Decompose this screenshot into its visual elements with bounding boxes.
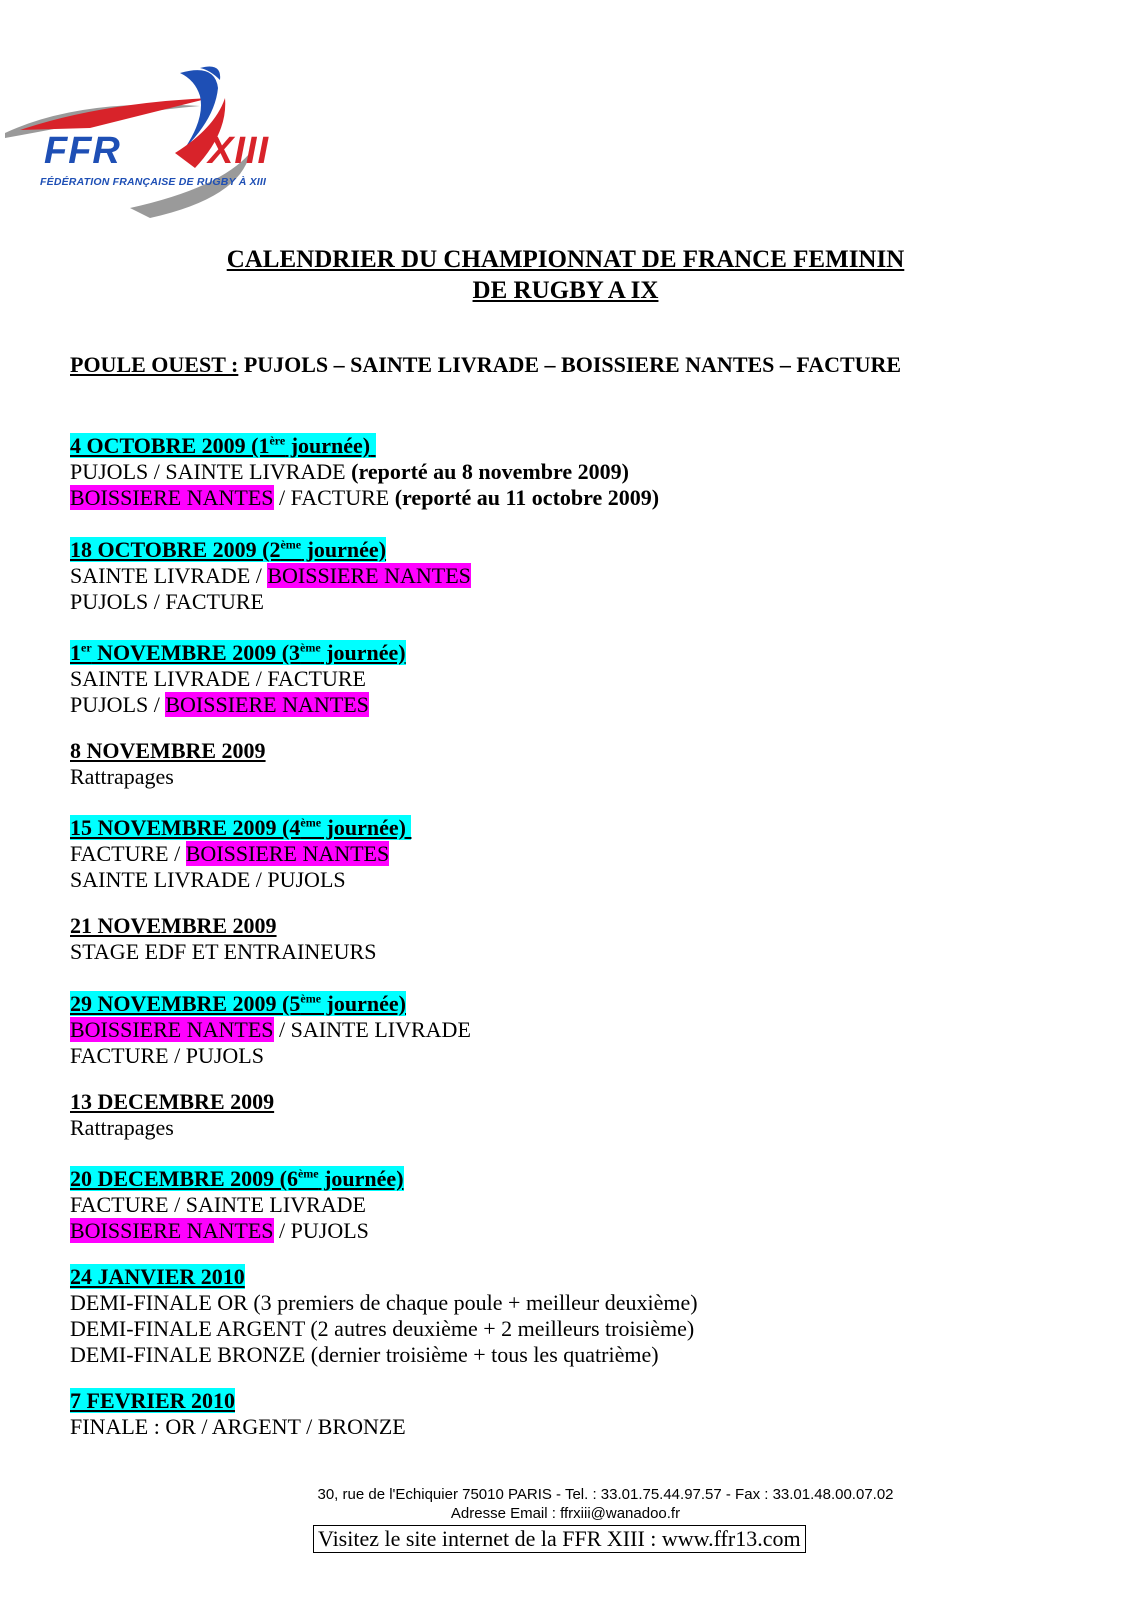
schedule-block (70, 913, 1070, 965)
logo-subtitle: FÉDÉRATION FRANÇAISE DE RUGBY À XIII (40, 176, 267, 188)
match-line: SAINTE LIVRADE / PUJOLS (70, 867, 346, 893)
schedule-block (70, 738, 1070, 790)
match-line: FACTURE / BOISSIERE NANTES (70, 841, 390, 867)
schedule-date: 8 NOVEMBRE 2009 (70, 737, 266, 763)
schedule-block (70, 1161, 1070, 1244)
schedule-block (70, 810, 1070, 893)
schedule-block (70, 428, 1070, 511)
footer-email: Adresse Email : ffrxiii@wanadoo.fr (450, 1505, 681, 1522)
schedule-date: 1er NOVEMBRE 2009 (3ème journée) (70, 639, 406, 665)
schedule-block (70, 1264, 1070, 1368)
match-line: DEMI-FINALE BRONZE (dernier troisième + tous les quatrième) (70, 1341, 659, 1367)
logo-ffr-text: FFR (44, 130, 121, 172)
schedule-date: 18 OCTOBRE 2009 (2ème journée) (70, 536, 387, 562)
match-line: DEMI-FINALE ARGENT (2 autres deuxième + 2 meilleurs troisième) (70, 1315, 695, 1341)
match-line: BOISSIERE NANTES / FACTURE (reporté au 11 octobre 2009) (70, 485, 660, 511)
match-line: SAINTE LIVRADE / FACTURE (70, 665, 366, 691)
match-line: FACTURE / SAINTE LIVRADE (70, 1191, 366, 1217)
match-line: STAGE EDF ET ENTRAINEURS (70, 939, 377, 965)
match-line: PUJOLS / BOISSIERE NANTES (70, 691, 369, 717)
schedule-date: 4 OCTOBRE 2009 (1ère journée) (70, 433, 376, 458)
footer-website: Visitez le site internet de la FFR XIII : www.ffr13.com (313, 1525, 806, 1553)
schedule-date: 21 NOVEMBRE 2009 (70, 913, 277, 939)
poule-teams: PUJOLS – SAINTE LIVRADE – BOISSIERE NANTES – FACTURE (238, 352, 902, 377)
title-line-2: DE RUGBY A IX (472, 277, 659, 304)
title-line-1: CALENDRIER DU CHAMPIONNAT DE FRANCE FEMININ (226, 246, 905, 273)
match-line: Rattrapages (70, 1114, 174, 1140)
poule-heading (70, 352, 901, 378)
schedule-block (70, 1388, 1070, 1440)
schedule-block (70, 1089, 1070, 1141)
match-line: SAINTE LIVRADE / BOISSIERE NANTES (70, 562, 471, 588)
footer-address: 30, rue de l'Echiquier 75010 PARIS - Tel. : 33.01.75.44.97.57 - Fax : 33.01.48.00.07.02 (317, 1486, 894, 1503)
match-line: BOISSIERE NANTES / SAINTE LIVRADE (70, 1016, 471, 1042)
logo-xiii-text: XIII (208, 130, 270, 172)
page-title (0, 244, 1131, 306)
match-line: BOISSIERE NANTES / PUJOLS (70, 1217, 369, 1243)
schedule-date: 20 DECEMBRE 2009 (6ème journée) (70, 1165, 404, 1191)
schedule (70, 428, 1070, 1460)
schedule-date: 29 NOVEMBRE 2009 (5ème journée) (70, 990, 406, 1016)
schedule-date: 24 JANVIER 2010 (70, 1263, 245, 1289)
schedule-date: 7 FEVRIER 2010 (70, 1387, 236, 1413)
match-line: DEMI-FINALE OR (3 premiers de chaque poule + meilleur deuxième) (70, 1289, 698, 1315)
match-line: FACTURE / PUJOLS (70, 1042, 264, 1068)
poule-label: POULE OUEST : (70, 352, 239, 377)
schedule-date: 15 NOVEMBRE 2009 (4ème journée) (70, 815, 411, 840)
ffr-xiii-logo (0, 58, 320, 218)
match-line: FINALE : OR / ARGENT / BRONZE (70, 1413, 406, 1439)
match-line: PUJOLS / SAINTE LIVRADE (reporté au 8 novembre 2009) (70, 459, 629, 485)
match-line: PUJOLS / FACTURE (70, 588, 264, 614)
match-line: Rattrapages (70, 763, 174, 789)
schedule-block (70, 635, 1070, 718)
schedule-block (70, 531, 1070, 614)
schedule-block (70, 985, 1070, 1068)
schedule-date: 13 DECEMBRE 2009 (70, 1088, 275, 1114)
